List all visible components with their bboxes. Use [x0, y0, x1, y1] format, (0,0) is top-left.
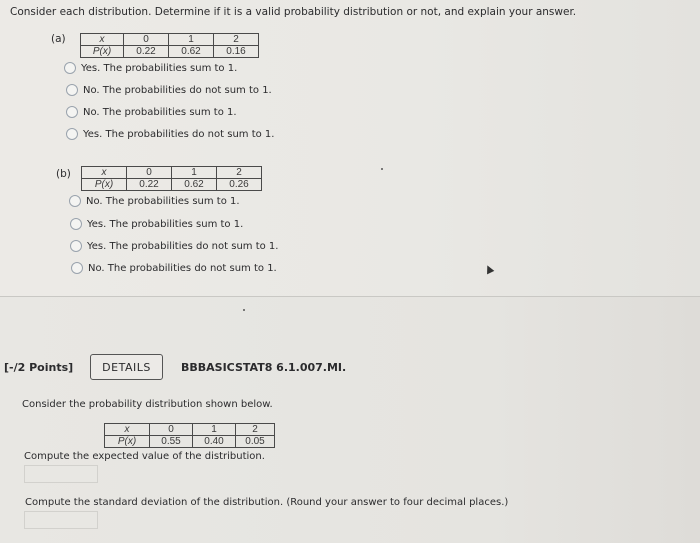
- table-x-header: x: [82, 167, 127, 179]
- table-cell: 0.05: [236, 436, 275, 448]
- radio-button[interactable]: [64, 62, 76, 74]
- std-dev-input[interactable]: [24, 511, 98, 529]
- option-b-3[interactable]: [70, 238, 278, 254]
- table-cell: 2: [214, 34, 259, 46]
- part-a-label: (a): [51, 33, 66, 45]
- option-a-3[interactable]: [66, 104, 237, 120]
- distribution-table-q2: [104, 423, 275, 448]
- radio-button[interactable]: [66, 128, 78, 140]
- expected-value-input[interactable]: [24, 465, 98, 483]
- table-cell: 1: [172, 167, 217, 179]
- option-a-4[interactable]: [66, 126, 274, 142]
- table-cell: 0.26: [217, 179, 262, 191]
- option-a-1[interactable]: [64, 60, 237, 76]
- radio-button[interactable]: [66, 84, 78, 96]
- question-prompt: Consider the probability distribution shown below.: [22, 399, 273, 410]
- radio-button[interactable]: [69, 195, 81, 207]
- points-label: [-/2 Points]: [4, 361, 74, 374]
- option-label: No. The probabilities do not sum to 1.: [88, 262, 277, 274]
- table-x-header: x: [105, 424, 150, 436]
- expected-value-prompt: Compute the expected value of the distribution.: [24, 451, 265, 462]
- option-label: No. The probabilities sum to 1.: [86, 195, 240, 207]
- option-b-4[interactable]: [71, 260, 277, 276]
- table-cell: 0: [150, 424, 193, 436]
- table-cell: 0.22: [124, 46, 169, 58]
- table-cell: 0.55: [150, 436, 193, 448]
- table-cell: 1: [169, 34, 214, 46]
- details-button[interactable]: DETAILS: [90, 354, 163, 380]
- option-label: Yes. The probabilities do not sum to 1.: [83, 128, 275, 140]
- table-cell: 0: [127, 167, 172, 179]
- option-label: Yes. The probabilities sum to 1.: [81, 62, 238, 74]
- radio-button[interactable]: [66, 106, 78, 118]
- table-cell: 0.62: [172, 179, 217, 191]
- option-label: No. The probabilities do not sum to 1.: [83, 84, 272, 96]
- option-label: No. The probabilities sum to 1.: [83, 106, 237, 118]
- table-cell: 0.16: [214, 46, 259, 58]
- table-px-header: P(x): [82, 179, 127, 191]
- table-x-header: x: [81, 34, 124, 46]
- distribution-table-b: [81, 166, 262, 191]
- table-cell: 0.62: [169, 46, 214, 58]
- table-px-header: P(x): [81, 46, 124, 58]
- table-cell: 2: [217, 167, 262, 179]
- question-instruction: Consider each distribution. Determine if it is a valid probability distribution or not, and explain your answer.: [10, 6, 577, 18]
- option-label: Yes. The probabilities sum to 1.: [87, 218, 244, 230]
- table-cell: 0: [124, 34, 169, 46]
- option-b-2[interactable]: [70, 216, 243, 232]
- std-dev-prompt: Compute the standard deviation of the distribution. (Round your answer to four decimal places.): [25, 497, 509, 508]
- stray-mark: [243, 309, 245, 311]
- distribution-table-a: [80, 33, 259, 58]
- option-label: Yes. The probabilities do not sum to 1.: [87, 240, 279, 252]
- option-a-2[interactable]: [66, 82, 272, 98]
- table-cell: 1: [193, 424, 236, 436]
- part-b-label: (b): [56, 168, 71, 180]
- table-cell: 0.40: [193, 436, 236, 448]
- option-b-1[interactable]: [69, 193, 240, 209]
- stray-mark: [381, 168, 383, 170]
- radio-button[interactable]: [70, 218, 82, 230]
- radio-button[interactable]: [70, 240, 82, 252]
- table-cell: 0.22: [127, 179, 172, 191]
- course-code: BBBASICSTAT8 6.1.007.MI.: [181, 361, 347, 374]
- table-cell: 2: [236, 424, 275, 436]
- table-px-header: P(x): [105, 436, 150, 448]
- radio-button[interactable]: [71, 262, 83, 274]
